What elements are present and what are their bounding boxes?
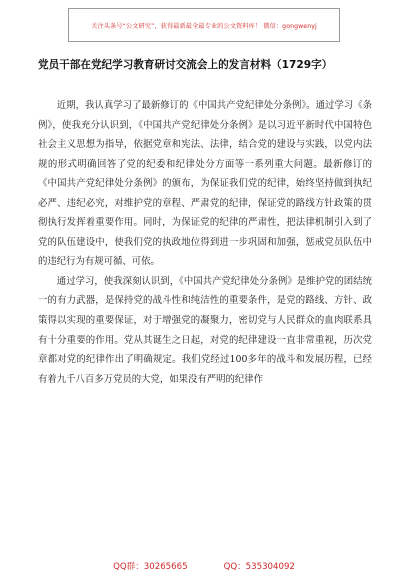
document-title: 党员干部在党纪学习教育研讨交流会上的发言材料（1729字） [38, 59, 333, 71]
document-body [38, 96, 372, 389]
header-banner [68, 8, 340, 42]
footer-qq-group: QQ群：30265665 [113, 562, 188, 572]
body-paragraph: 近期，我认真学习了最新修订的《中国共产党纪律处分条例》。通过学习《条例》，使我充分认识到，《中国共产党纪律处分条例》是以习近平新时代中国特色社会主义思想为指导，依据党章和宪法、法律，结合党的建设与实践，以党内法规的形式明确回答了党的纪委和纪律处分方面等一系列重大问题。最新修订的《中国共产党纪律处分条例》的颁布，为保证我们党的纪律，始终坚持做到执纪必严、违纪必究，对维护党的章程、严肃党的纪律，保证党的路线方针政策的贯彻执行发挥着重要作用。同时，为保证党的纪律的严肃性，把法律机制引入到了党的队伍建设中，使我们党的执政地位得到进一步巩固和加强，惩戒党员队伍中的违纪行为有规可循、可依。 [38, 100, 372, 268]
header-banner-text: 关注头条号“公文研究”，获得最新最全最专业的公文资料库！ 微信：gongwenyj [91, 22, 317, 30]
footer-qq-contact: QQ：535304092 [223, 562, 295, 572]
footer-bar [0, 556, 408, 576]
body-paragraph: 通过学习，使我深刻认识到，《中国共产党纪律处分条例》是维护党的团结统一的有力武器，是保持党的战斗性和纯洁性的重要条件，是党的路线、方针、政策得以实现的重要保证，对于增强党的凝聚力，密切党与人民群众的血肉联系具有十分重要的作用。党从其诞生之日起，对党的纪律建设一直非常重视，历次党章都对党的纪律作出了明确规定。我们党经过100多年的战斗和发展历程，已经有着九千八百多万党员的大党，如果没有严明的纪律作 [38, 275, 372, 385]
